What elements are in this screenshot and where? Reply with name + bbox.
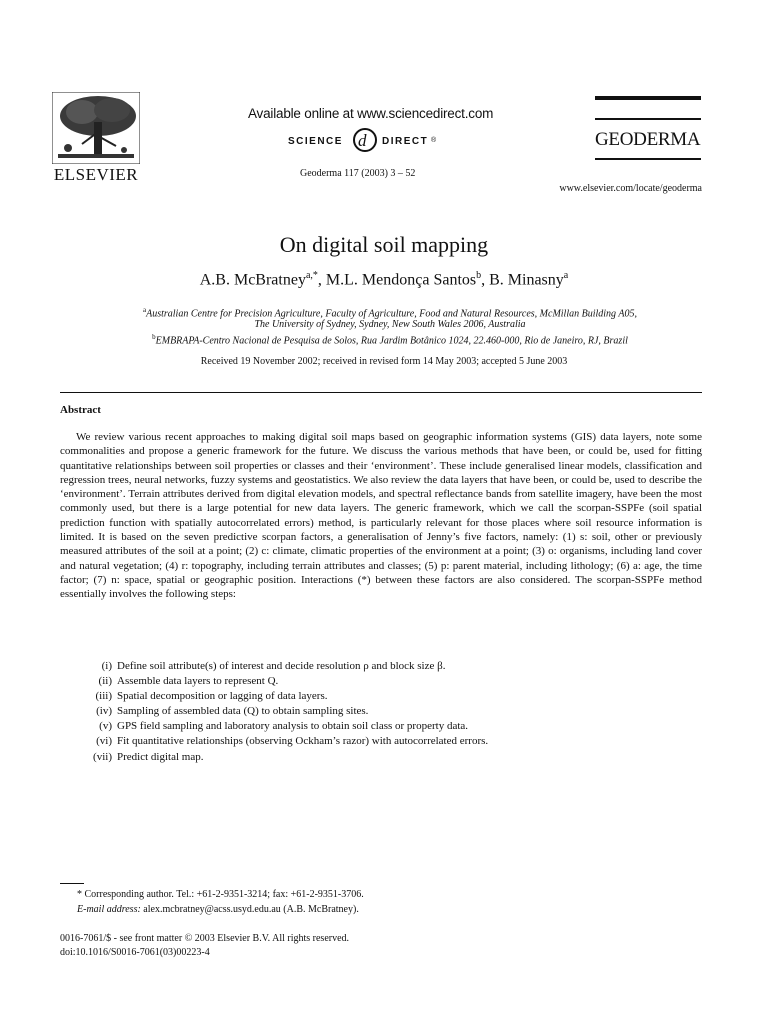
journal-citation: Geoderma 117 (2003) 3 – 52	[300, 168, 416, 179]
received-dates: Received 19 November 2002; received in revised form 14 May 2003; accepted 5 June 2003	[200, 356, 568, 367]
step-text: GPS field sampling and laboratory analysis to obtain soil class or property data.	[117, 720, 469, 733]
journal-name: GEODERMA	[595, 129, 701, 150]
email-note	[77, 904, 359, 915]
step-item	[60, 674, 702, 689]
step-number: (iv)	[96, 705, 112, 718]
step-text: Predict digital map.	[117, 750, 204, 763]
email-address[interactable]: alex.mcbratney@acss.usyd.edu.au (A.B. McBratney).	[143, 904, 359, 915]
affiliation-a-label: a	[143, 306, 147, 314]
step-text: Spatial decomposition or lagging of data layers.	[117, 690, 328, 703]
step-text: Define soil attribute(s) of interest and decide resolution ρ and block size β.	[117, 660, 446, 672]
abstract-heading: Abstract	[60, 404, 101, 416]
sciencedirect-right-text: DIRECT	[382, 136, 429, 147]
sciencedirect-left-text: SCIENCE	[288, 136, 343, 147]
step-text: Sampling of assembled data (Q) to obtain sampling sites.	[117, 705, 369, 718]
step-item	[60, 659, 702, 674]
journal-url-link[interactable]: www.elsevier.com/locate/geoderma	[559, 183, 702, 194]
step-number: (v)	[99, 720, 112, 733]
abstract-body: We review various recent approaches to making digital soil maps based on geographic information systems (GIS) data layers, note some commonalities and propose a generic framework for the future. We discuss the various methods that have been, or could be, used for fitting quantitative relationships between soil properties or classes and their ‘environment’. These include generalised linear models, classification and regression trees, neural networks, fuzzy systems and geostatistics. We also review the data layers that have been, or could be, used to describe the ‘environment’. Terrain attributes derived from digital elevation models, and spectral reflectance bands from satellite imagery, have been the most commonly used, but there is a large potential for new data layers. The generic framework, which we call the scorpan-SSPFe (soil spatial prediction function with spatially autocorrelated errors) method, is particularly relevant for those places where soil resource information is limited. It is based on the seven predictive scorpan factors, a generalisation of Jenny’s five factors, namely: (1) s: soil, other or previously measured attributes of the soil at a point; (2) c: climate, climatic properties of the environment at a point; (3) o: organisms, including land cover and natural vegetation; (4) r: topography, including terrain attributes and classes; (5) p: parent material, including lithology; (6) a: age, the time factor; (7) n: space, spatial or geographic position. Interactions (*) between these factors are also considered. The scorpan-SSPFe method essentially involves the following steps:	[60, 431, 702, 601]
step-item	[60, 750, 702, 765]
step-item	[60, 734, 702, 749]
author-affiliation-mark: b	[476, 270, 482, 281]
step-item	[60, 719, 702, 734]
masthead-rule-top	[595, 96, 701, 100]
masthead-rule-middle	[595, 118, 701, 120]
author-name: A.B. McBratney	[199, 271, 306, 289]
corresponding-author-note: * Corresponding author. Tel.: +61-2-9351-3214; fax: +61-2-9351-3706.	[77, 889, 364, 900]
abstract-steps-list	[60, 659, 702, 765]
abstract-divider	[60, 392, 702, 393]
author-name: M.L. Mendonça Santos	[325, 271, 477, 289]
author-affiliation-mark: a,*	[305, 270, 318, 281]
affiliation-b: $^b$EMBRAPA-Centro Nacional de Pesquisa de Solos, Rua Jardim Botânico 1024, 22.460-000, Rio de Janeiro, RJ, Brazil	[152, 333, 628, 347]
sciencedirect-logo	[248, 122, 484, 156]
step-number: (i)	[101, 660, 112, 672]
publisher-name: ELSEVIER	[53, 165, 139, 184]
copyright-line: 0016-7061/$ - see front matter © 2003 Elsevier B.V. All rights reserved.	[60, 933, 350, 944]
step-number: (iii)	[95, 690, 112, 703]
step-number: (vi)	[96, 735, 112, 748]
affiliation-a: $^a$Australian Centre for Precision Agriculture, Faculty of Agriculture, Food and Natural Resources, McMillan Building A05,	[143, 306, 637, 320]
author-name: B. Minasny	[489, 271, 564, 289]
author-affiliation-mark: a	[563, 270, 569, 281]
registered-mark: ®	[431, 137, 437, 144]
email-label: E-mail address:	[77, 904, 141, 915]
step-item	[60, 689, 702, 704]
author-separator: ,	[317, 271, 326, 289]
masthead-rule-bottom	[595, 158, 701, 160]
available-online-text: Available online at www.sciencedirect.com	[248, 106, 494, 121]
step-number: (vii)	[93, 750, 112, 763]
affiliation-a-line2: The University of Sydney, Sydney, New South Wales 2006, Australia	[254, 319, 526, 330]
footnote-rule	[60, 883, 84, 884]
svg-text:d: d	[358, 131, 367, 150]
article-title: On digital soil mapping	[279, 232, 489, 257]
author-list	[0, 270, 768, 289]
doi-line[interactable]: doi:10.1016/S0016-7061(03)00223-4	[60, 947, 210, 958]
affiliation-b-label: b	[152, 333, 156, 341]
step-number: (ii)	[98, 675, 112, 688]
author-separator: ,	[481, 271, 490, 289]
step-text: Assemble data layers to represent Q.	[117, 675, 279, 688]
step-text: Fit quantitative relationships (observing Ockham’s razor) with autocorrelated errors.	[117, 735, 489, 748]
step-item	[60, 704, 702, 719]
